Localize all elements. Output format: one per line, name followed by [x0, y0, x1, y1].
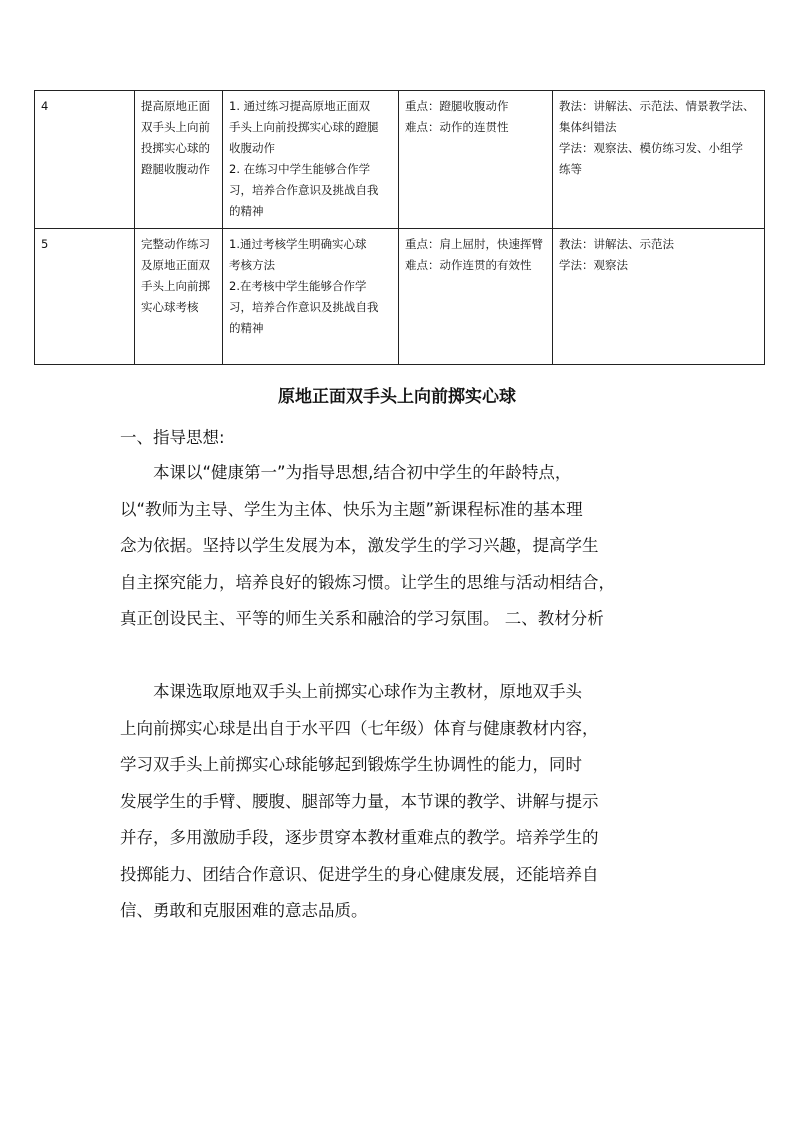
table-row [35, 229, 765, 365]
paragraph-line: 念为依据。坚持以学生发展为本，激发学生的学习兴趣，提高学生 [120, 536, 599, 555]
paragraph-material-analysis [120, 674, 700, 930]
lesson-number-cell: 5 [35, 229, 135, 365]
lesson-key-points-cell: 重点：蹬腿收腹动作 难点：动作的连贯性 [399, 91, 553, 229]
paragraph-line: 信、勇敢和克服困难的意志品质。 [120, 901, 368, 920]
lesson-goal-cell: 1.通过考核学生明确实心球 考核方法 2.在考核中学生能够合作学 习，培养合作意识及挑战自我 的精神 [223, 229, 399, 365]
lesson-key-points-cell: 重点：肩上屈肘，快速挥臂 难点：动作连贯的有效性 [399, 229, 553, 365]
lesson-goal-cell: 1. 通过练习提高原地正面双 手头上向前投掷实心球的蹬腿 收腹动作 2. 在练习中学生能够合作学 习，培养合作意识及挑战自我 的精神 [223, 91, 399, 229]
paragraph-line: 以“教师为主导、学生为主体、快乐为主题”新课程标准的基本理 [120, 499, 583, 519]
paragraph-line: 上向前掷实心球是出自于水平四（七年级）体育与健康教材内容， [120, 718, 599, 738]
paragraph-guiding-ideology [120, 455, 700, 638]
lesson-content-cell: 完整动作练习 及原地正面双 手头上向前掷 实心球考核 [135, 229, 223, 365]
paragraph-line: 并存，多用激励手段，逐步贯穿本教材重难点的教学。培养学生的 [120, 828, 599, 847]
paragraph-line: 本课以“健康第一”为指导思想,结合初中学生的年龄特点， [153, 463, 572, 482]
lesson-methods-cell: 教法：讲解法、示范法 学法：观察法 [553, 229, 765, 365]
section-heading-guiding-ideology: 一、指导思想: [120, 428, 225, 447]
paragraph-line: 发展学生的手臂、腰腹、腿部等力量，本节课的教学、讲解与提示 [120, 791, 599, 811]
lesson-number-cell: 4 [35, 91, 135, 229]
lesson-content-cell: 提高原地正面 双手头上向前 投掷实心球的 蹬腿收腹动作 [135, 91, 223, 229]
paragraph-line: 本课选取原地双手头上前掷实心球作为主教材，原地双手头 [153, 682, 582, 701]
document-title: 原地正面双手头上向前掷实心球 [278, 387, 516, 407]
table-row [35, 91, 765, 229]
paragraph-line: 真正创设民主、平等的师生关系和融洽的学习氛围。 二、教材分析 [120, 609, 604, 628]
lesson-methods-cell: 教法：讲解法、示范法、情景教学法、 集体纠错法 学法：观察法、模仿练习发、小组学 练等 [553, 91, 765, 229]
paragraph-line: 学习双手头上前掷实心球能够起到锻炼学生协调性的能力，同时 [120, 755, 582, 774]
paragraph-line: 投掷能力、团结合作意识、促进学生的身心健康发展，还能培养自 [120, 864, 599, 884]
lesson-plan-table [34, 90, 765, 365]
paragraph-line: 自主探究能力，培养良好的锻炼习惯。让学生的思维与活动相结合， [120, 572, 615, 592]
